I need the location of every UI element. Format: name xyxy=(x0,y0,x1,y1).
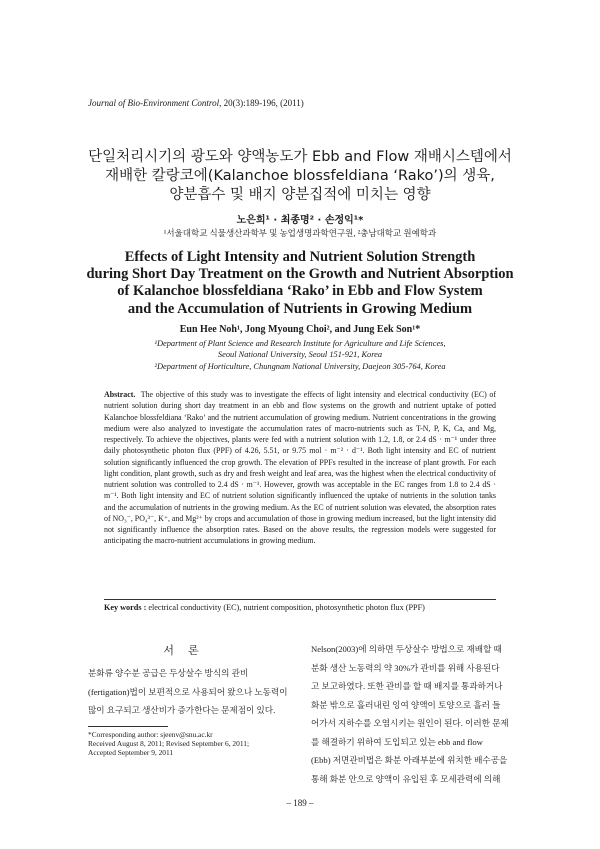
korean-affiliation: ¹서울대학교 식물생산과학부 및 농업생명과학연구원, ²충남대학교 원예학과 xyxy=(163,228,437,238)
text-line: 어가서 지하수를 오염시키는 원인이 된다. 이러한 문제 xyxy=(311,718,509,728)
affiliation-line: ¹Department of Plant Science and Research Institute for Agriculture and Life Sciences, xyxy=(154,339,446,348)
footnote-divider xyxy=(88,726,168,727)
abstract-label: Abstract. xyxy=(104,390,136,399)
text-line: 분화 생산 노동력의 약 30%가 관비를 위해 사용된다 xyxy=(311,662,500,673)
keywords-divider xyxy=(104,599,496,600)
journal-name: Journal of Bio-Environment Control xyxy=(88,98,220,108)
text-line: Nelson(2003)에 의하면 두상살수 방법으로 재배할 때 xyxy=(311,644,502,654)
korean-title-line: 재배한 칼랑코에(Kalanchoe blossfeldiana ‘Rako’)의 생육, xyxy=(105,168,495,184)
english-title xyxy=(40,249,560,318)
english-title-line: during Short Day Treatment on the Growth and Nutrient Absorption xyxy=(86,266,514,283)
text-line: 를 해결하기 위하여 도입되고 있는 ebb and flow xyxy=(311,736,483,747)
journal-volume: , 20(3):189-196, (2011) xyxy=(219,98,304,108)
keywords xyxy=(104,603,504,612)
text-line: 분화류 양수분 공급은 두상살수 방식의 관비 xyxy=(88,668,249,678)
english-title-line: of Kalanchoe blossfeldiana ‘Rako’ in Ebb and Flow System xyxy=(117,283,483,300)
korean-title-line: 단일처리시기의 광도와 양액농도가 Ebb and Flow 재배시스템에서 xyxy=(88,149,512,165)
text-line: (fertigation)법이 보편적으로 사용되어 왔으나 노동력이 xyxy=(88,686,288,697)
keywords-text: electrical conductivity (EC), nutrient composition, photosynthetic photon flux (PPF) xyxy=(146,603,425,612)
journal-citation xyxy=(88,98,304,108)
keywords-label: Key words : xyxy=(104,603,147,612)
abstract-text: The objective of this study was to investigate the effects of light intensity and electrical conductivity (EC) of nutrient solution during short day treatment in an ebb and flow systems on the growth and nutrient uptake of potted Kalanchoe blossfeldiana ‘Rako’ and the nutrient accumulation of growing medium. Nutrient concentrations in the growing medium were also analyzed to investigate the accumulation rates of macro-nutrients such as T-N, P, K, Ca, and Mg, respectively. To achieve the objectives, plants were fed with a nutrient solution with 1.2, 1.8, or 2.4 dS · m⁻¹ under three daily photosynthetic photon flux (PPF) of 4.26, 5.51, or 9.75 mol · m⁻² · d⁻¹. Both light intensity and EC of nutrient solution significantly influenced the crop growth. The elevation of PPFs resulted in the increase of plant growth. For each light condition, plant growth, such as dry and fresh weight and leaf area, was the highest when the electrical conductivity of nutrient solution was controlled to 2.4 dS · m⁻¹. However, growth was acceptable in the EC ranges from 1.8 to 2.4 dS · m⁻¹. Both light intensity and EC of nutrient solution significantly influenced the uptake of nutrients in the solution tanks and the accumulation of nutrients in the growing medium. As the EC of nutrient solution was elevated, the absorption rates of NO₃⁻, PO₄³⁻, K⁺, and Mg²⁺ by crops and accumulation of those in growing medium increased, but the light intensity did not significantly influence the absorption rates. Based on the above results, the regression models were suggested for anticipating the macro-nutrient accumulations in growing medium. xyxy=(104,390,496,546)
footnote xyxy=(88,730,308,758)
affiliation-line: Seoul National University, Seoul 151-921, Korea xyxy=(217,350,383,360)
left-column-text xyxy=(88,664,288,720)
text-line: 고 보고하였다. 또한 관비를 할 때 배지를 통과하거나 xyxy=(311,681,503,691)
text-line: 많이 요구되고 생산비가 증가한다는 문제점이 있다. xyxy=(88,705,276,715)
english-title-line: and the Accumulation of Nutrients in Growing Medium xyxy=(127,300,473,317)
right-column-text xyxy=(311,640,511,788)
korean-title xyxy=(50,148,550,205)
text-line: 화분 밖으로 흘러내린 잉여 양액이 토양으로 흘러 들 xyxy=(311,699,501,710)
footnote-line: *Corresponding author: sjeenv@snu.ac.kr xyxy=(88,730,213,739)
english-authors: Eun Hee Noh¹, Jong Myoung Choi², and Jung Eek Son¹* xyxy=(179,324,421,335)
text-line: 통해 화분 안으로 양액이 유입된 후 모세관력에 의해 xyxy=(311,773,501,784)
text-line: (Ebb) 저면관비법은 화분 아래부분에 위치한 배수공을 xyxy=(311,755,508,765)
footnote-line: Received August 8, 2011; Revised September 6, 2011; xyxy=(88,739,249,749)
english-affiliations xyxy=(50,338,550,372)
affiliation-line: ²Department of Horticulture, Chungnam National University, Daejeon 305-764, Korea xyxy=(154,361,446,371)
abstract xyxy=(104,389,496,547)
korean-authors: 노은희¹ · 최종명² · 손정익¹* xyxy=(236,215,364,226)
page-number: – 189 – xyxy=(286,798,314,808)
korean-title-line: 양분흡수 및 배지 양분집적에 미치는 영향 xyxy=(169,187,431,203)
english-title-line: Effects of Light Intensity and Nutrient Solution Strength xyxy=(124,249,476,265)
section-title: 서론 xyxy=(163,644,213,657)
footnote-line: Accepted September 9, 2011 xyxy=(88,748,174,758)
